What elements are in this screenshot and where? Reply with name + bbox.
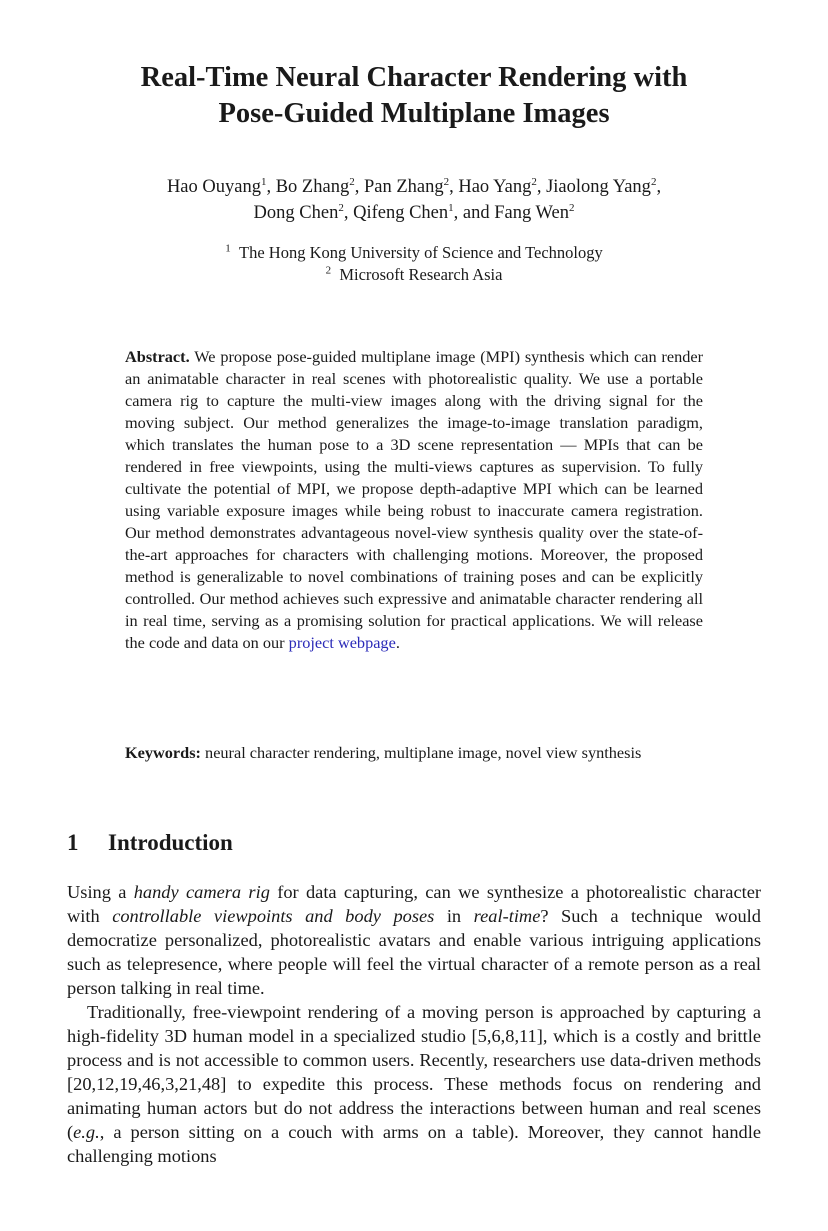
title-line-2: Pose-Guided Multiplane Images bbox=[218, 98, 610, 129]
affiliation-name: Microsoft Research Asia bbox=[339, 265, 503, 284]
title-line-1: Real-Time Neural Character Rendering with bbox=[140, 62, 688, 93]
author-affiliation-mark: 2 bbox=[338, 201, 344, 214]
abstract-text: We propose pose-guided multiplane image (MPI) synthesis which can render an animatable character in real scenes with photorealistic quality. We use a portable camera rig to capture the multi-view images along with the driving signal for the moving subject. Our method generalizes the image-to-image translation paradigm, which translates the human pose to a 3D scene representation — MPIs that can be rendered in free viewpoints, using the multi-views captures as supervision. To fully cultivate the potential of MPI, we propose depth-adaptive MPI which can be learned using variable exposure images while being robust to inaccurate camera registration. Our method demonstrates advantageous novel-view synthesis quality over the state-of-the-art approaches for characters with challenging motions. Moreover, the proposed method is generalizable to novel combinations of training poses and can be explicitly controlled. Our method achieves such expressive and animatable character rendering all in real time, serving as a promising solution for practical applications. We will release the code and data on our bbox=[125, 347, 703, 652]
affiliation-name: The Hong Kong University of Science and Technology bbox=[239, 243, 603, 262]
author-affiliation-mark: 2 bbox=[531, 175, 537, 188]
author-affiliation-mark: 2 bbox=[443, 175, 450, 188]
project-webpage-link[interactable]: project webpage bbox=[288, 633, 396, 652]
keywords-label: Keywords: bbox=[125, 743, 201, 762]
paper-title bbox=[60, 60, 768, 132]
section-number: 1 bbox=[67, 830, 79, 855]
section-heading-introduction bbox=[67, 828, 233, 858]
author-affiliation-mark: 2 bbox=[650, 175, 657, 188]
author-affiliation-mark: 2 bbox=[568, 201, 575, 214]
author-affiliation-mark: 2 bbox=[349, 175, 355, 188]
affiliation bbox=[60, 264, 768, 286]
author-name: Dong Chen bbox=[253, 203, 339, 223]
author-name: Qifeng Chen bbox=[353, 203, 449, 223]
paragraph: Using a handy camera rig for data capturing, can we synthesize a photorealistic character with controllable viewpoints and body poses in real-time? Such a technique would democratize personalized, photorealistic avatars and enable various intriguing applications such as telepresence, where people will feel the virtual character of a remote person as a real person talking in real time. bbox=[67, 882, 761, 998]
affiliation-list bbox=[60, 242, 768, 286]
author-name: Fang Wen bbox=[494, 203, 569, 223]
affiliation-mark: 1 bbox=[225, 242, 231, 255]
introduction-body bbox=[67, 880, 761, 1168]
author-name: Hao Yang bbox=[458, 177, 532, 197]
abstract: Abstract. We propose pose-guided multiplane image (MPI) synthesis which can render an animatable character in real scenes with photorealistic quality. We use a portable camera rig to capture the multi-view images along with the driving signal for the moving subject. Our method generalizes the image-to-image translation paradigm, which translates the human pose to a 3D scene representation — MPIs that can be rendered in free viewpoints, using the multi-views captures as supervision. To fully cultivate the potential of MPI, we propose depth-adaptive MPI which can be learned using variable exposure images while being robust to inaccurate camera registration. Our method demonstrates advantageous novel-view synthesis quality over the state-of-the-art approaches for characters with challenging motions. Moreover, the proposed method is generalizable to novel combinations of training poses and can be explicitly controlled. Our method achieves such expressive and animatable character rendering all in real time, serving as a promising solution for practical applications. We will release the code and data on our project webpage. bbox=[125, 347, 703, 652]
author-name: Hao Ouyang bbox=[166, 177, 261, 197]
author-list: Hao Ouyang$^1$, Bo Zhang$^2$, Pan Zhang$^2$, Hao Yang$^2$, Jiaolong Yang$^2$, Dong Chen$^2$, Qifeng Chen$^1$, and Fang Wen$^2$ bbox=[166, 175, 662, 223]
keywords-text: neural character rendering, multiplane image, novel view synthesis bbox=[205, 743, 642, 762]
author-name: Pan Zhang bbox=[363, 177, 444, 197]
section-title: Introduction bbox=[108, 830, 233, 855]
affiliation bbox=[60, 242, 768, 264]
abstract-label: Abstract. bbox=[125, 347, 190, 366]
paragraph: Traditionally, free-viewpoint rendering of a moving person is approached by capturing a high-fidelity 3D human model in a specialized studio [5,6,8,11], which is a costly and brittle process and is not accessible to common users. Recently, researchers use data-driven methods [20,12,19,46,3,21,48] to expedite this process. These methods focus on rendering and animating human actors but do not address the interactions between human and real scenes (e.g., a person sitting on a couch with arms on a table). Moreover, they cannot handle challenging motions bbox=[67, 1002, 761, 1166]
author-name: Jiaolong Yang bbox=[546, 177, 651, 197]
author-affiliation-mark: 1 bbox=[260, 175, 267, 188]
affiliation-mark: 2 bbox=[325, 264, 332, 277]
author-name: Bo Zhang bbox=[275, 177, 350, 197]
author-affiliation-mark: 1 bbox=[448, 201, 454, 214]
keywords bbox=[125, 742, 703, 764]
